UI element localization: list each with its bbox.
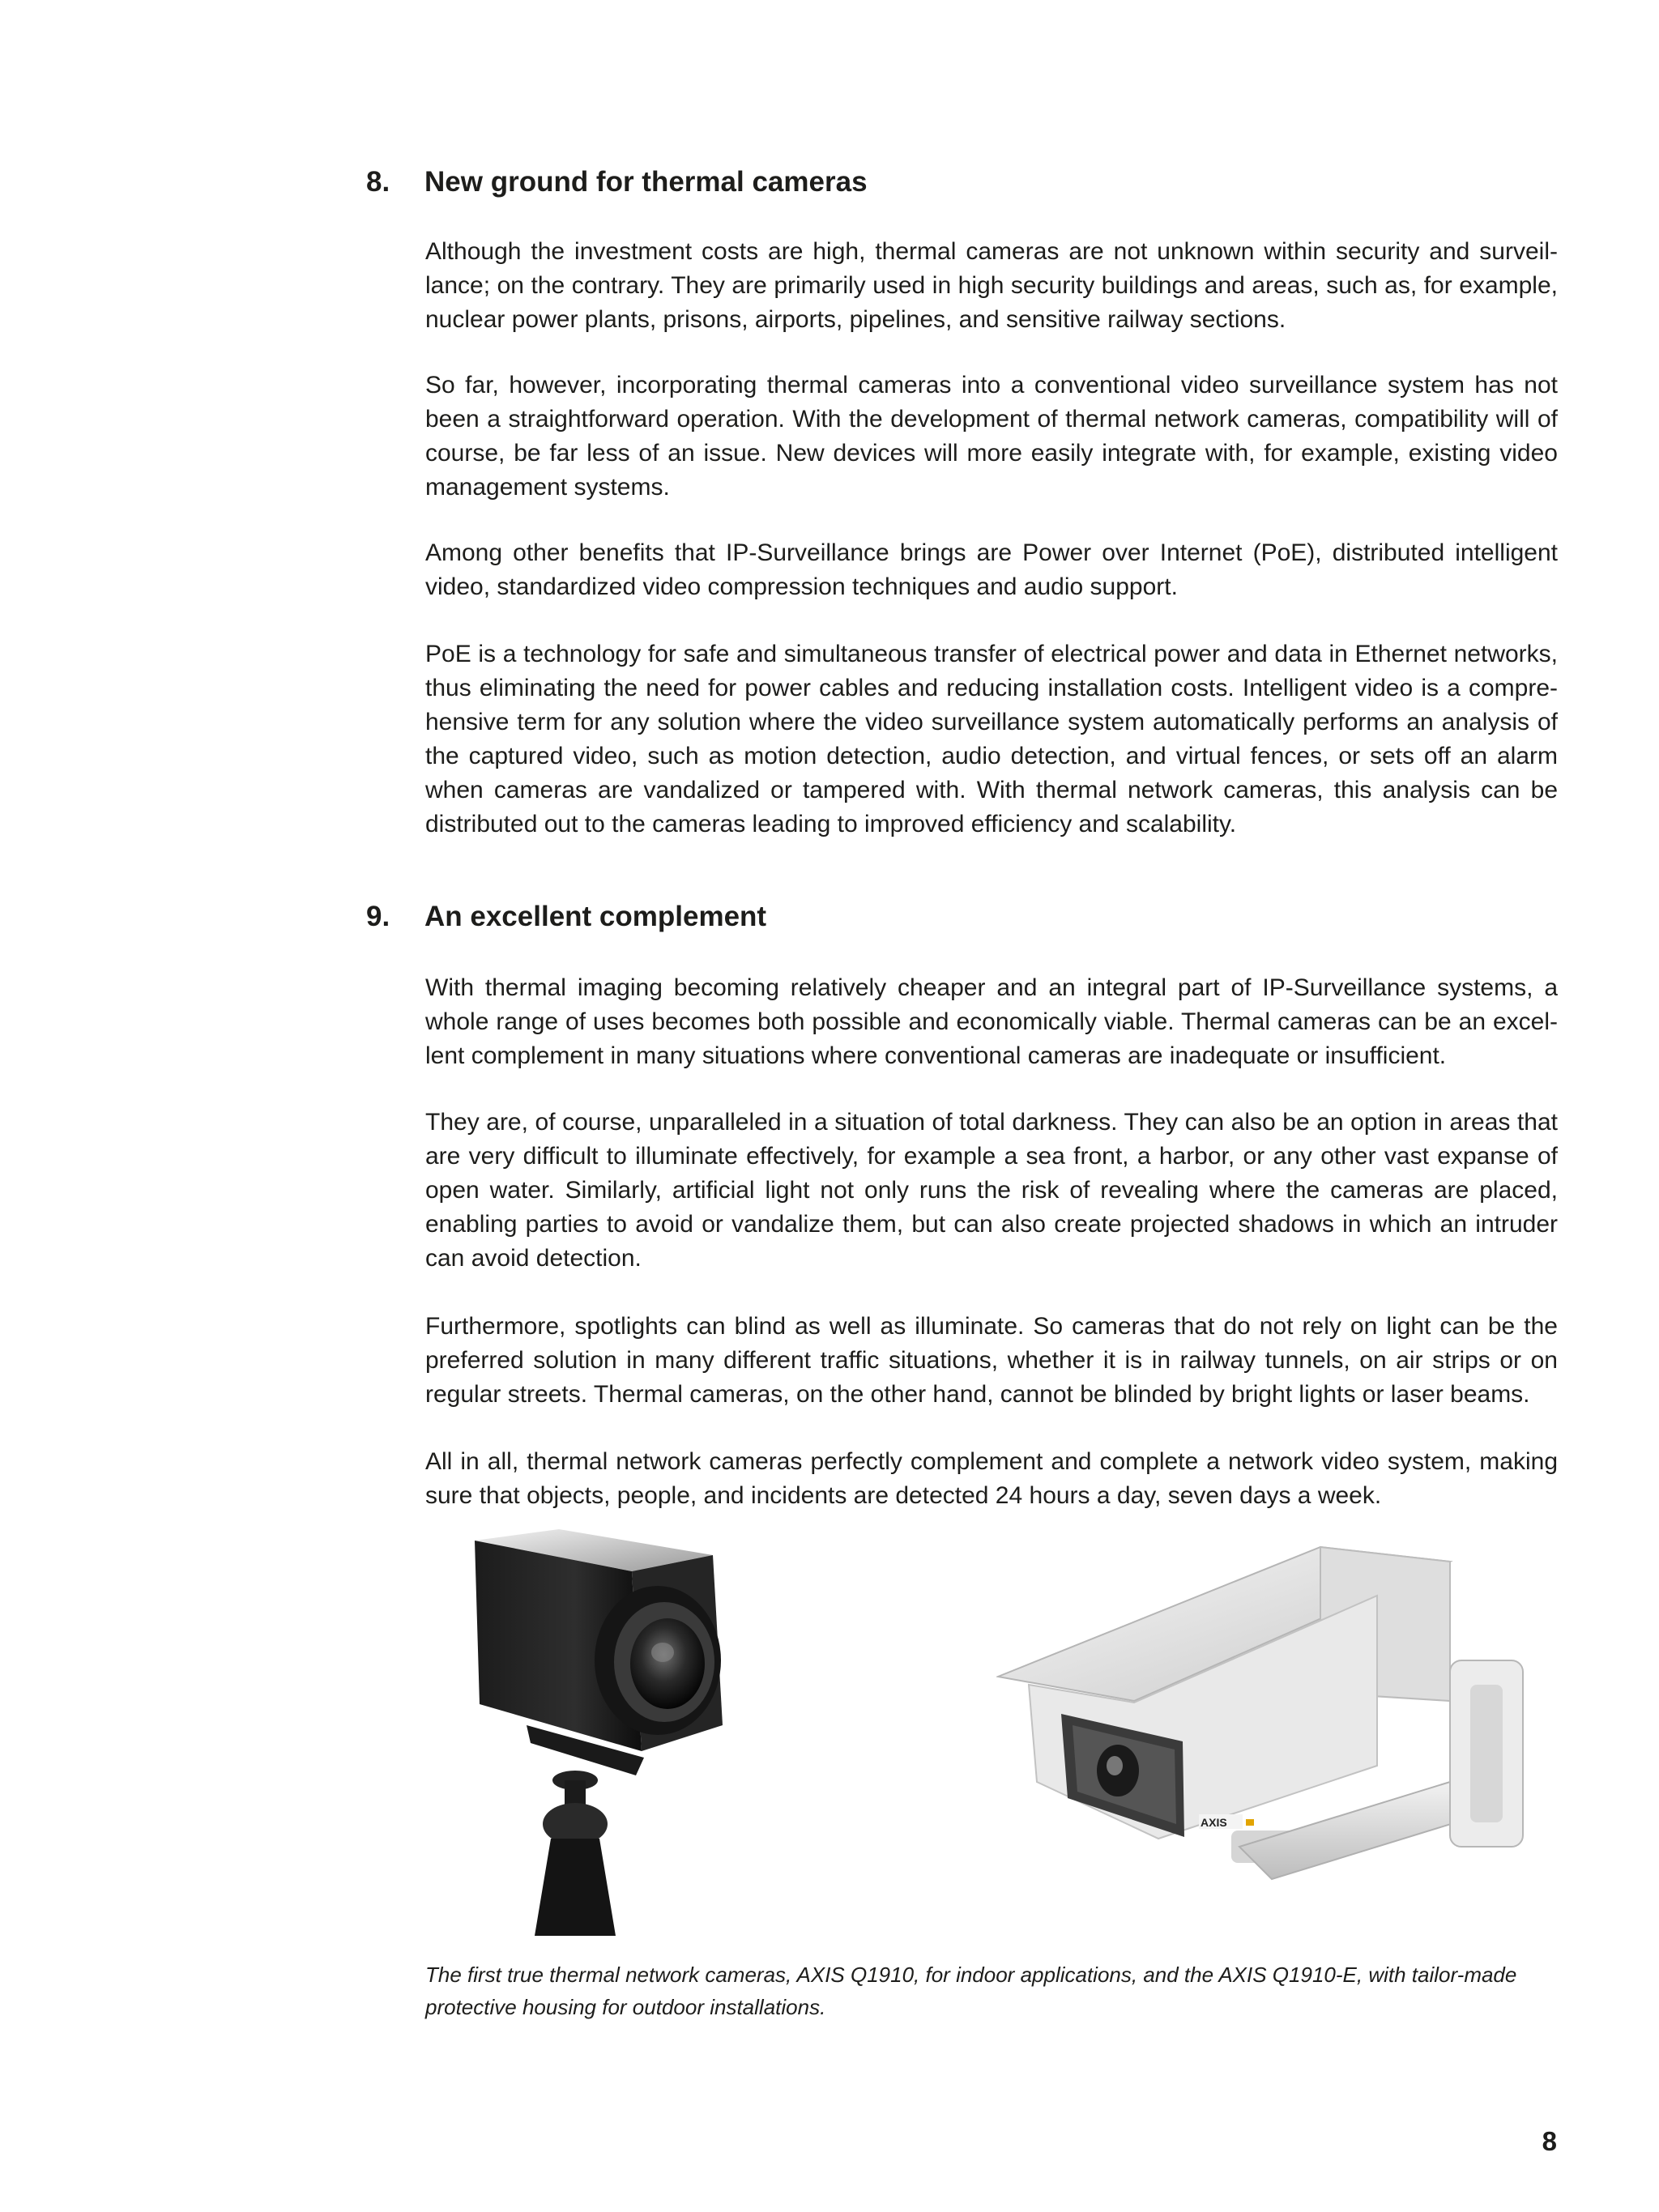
section-8-heading [366,164,868,200]
section-8-paragraph-1: Although the investment costs are high, thermal cameras are not unknown within security and surveil-lance; on the contrary. They are primarily used in high security buildings and areas, such as, for example, nuclear power plants, prisons, airports, pipelines, and sensitive railway sections. [425,238,1558,333]
housing-brand-label: AXIS [1201,1816,1227,1829]
section-9-paragraph-3: Furthermore, spotlights can blind as well as illuminate. So cameras that do not rely on light can be the preferred solution in many different traffic situations, whether it is in railway tunnels, on air strips or on regular streets. Thermal cameras, on the other hand, cannot be blinded by bright lights or laser beams. [425,1313,1558,1408]
indoor-thermal-camera-photo [470,1523,923,1936]
section-9-paragraph-4: All in all, thermal network cameras perfectly complement and complete a network video system, making sure that objects, people, and incidents are detected 24 hours a day, seven days a week. [425,1448,1558,1509]
section-8-paragraph-3: Among other benefits that IP-Surveillance brings are Power over Internet (PoE), distributed intelligent video, standardized video compression techniques and audio support. [425,539,1558,600]
section-9-number: 9. [366,901,390,932]
section-9-paragraph-1: With thermal imaging becoming relatively cheaper and an integral part of IP-Surveillance systems, a whole range of uses becomes both possible and economically viable. Thermal cameras can be an excel-lent complement in many situations where conventional cameras are inadequate or insufficient. [425,974,1558,1069]
section-9-heading [366,899,766,935]
section-8-paragraph-2: So far, however, incorporating thermal cameras into a conventional video surveillance system has not been a straightforward operation. With the development of thermal network cameras, compatibility will of course, be far less of an issue. New devices will more easily integrate with, for example, existing video management systems. [425,372,1558,501]
section-8-title: New ground for thermal cameras [424,166,868,198]
section-9-title: An excellent complement [424,901,767,932]
figure-caption: The first true thermal network cameras, AXIS Q1910, for indoor applications, and the AXIS Q1910-E, with tailor-made protective housing for outdoor installations. [425,1963,1517,2019]
section-9-paragraph-2: They are, of course, unparalleled in a situation of total darkness. They can also be an option in areas that are very difficult to illuminate effectively, for example a sea front, a harbor, or any other vast expanse of open water. Similarly, artificial light not only runs the risk of revealing where the cameras are placed, enabling parties to avoid or vandalize them, but can also create projected shadows in which an intruder can avoid detection. [425,1109,1558,1272]
outdoor-thermal-camera-photo [996,1523,1563,1936]
section-8-paragraph-4: PoE is a technology for safe and simultaneous transfer of electrical power and data in Ethernet networks, thus eliminating the need for power cables and reducing installation costs. Intelligent video is a compre-hensive term for any solution where the video surveillance system automatically performs an analysis of the captured video, such as motion detection, audio detection, and virtual fences, or sets off an alarm when cameras are vandalized or tampered with. With thermal network cameras, this analysis can be distributed out to the cameras leading to improved efficiency and scalability. [425,641,1558,837]
page-number: 8 [1542,2126,1557,2156]
section-8-number: 8. [366,166,390,198]
